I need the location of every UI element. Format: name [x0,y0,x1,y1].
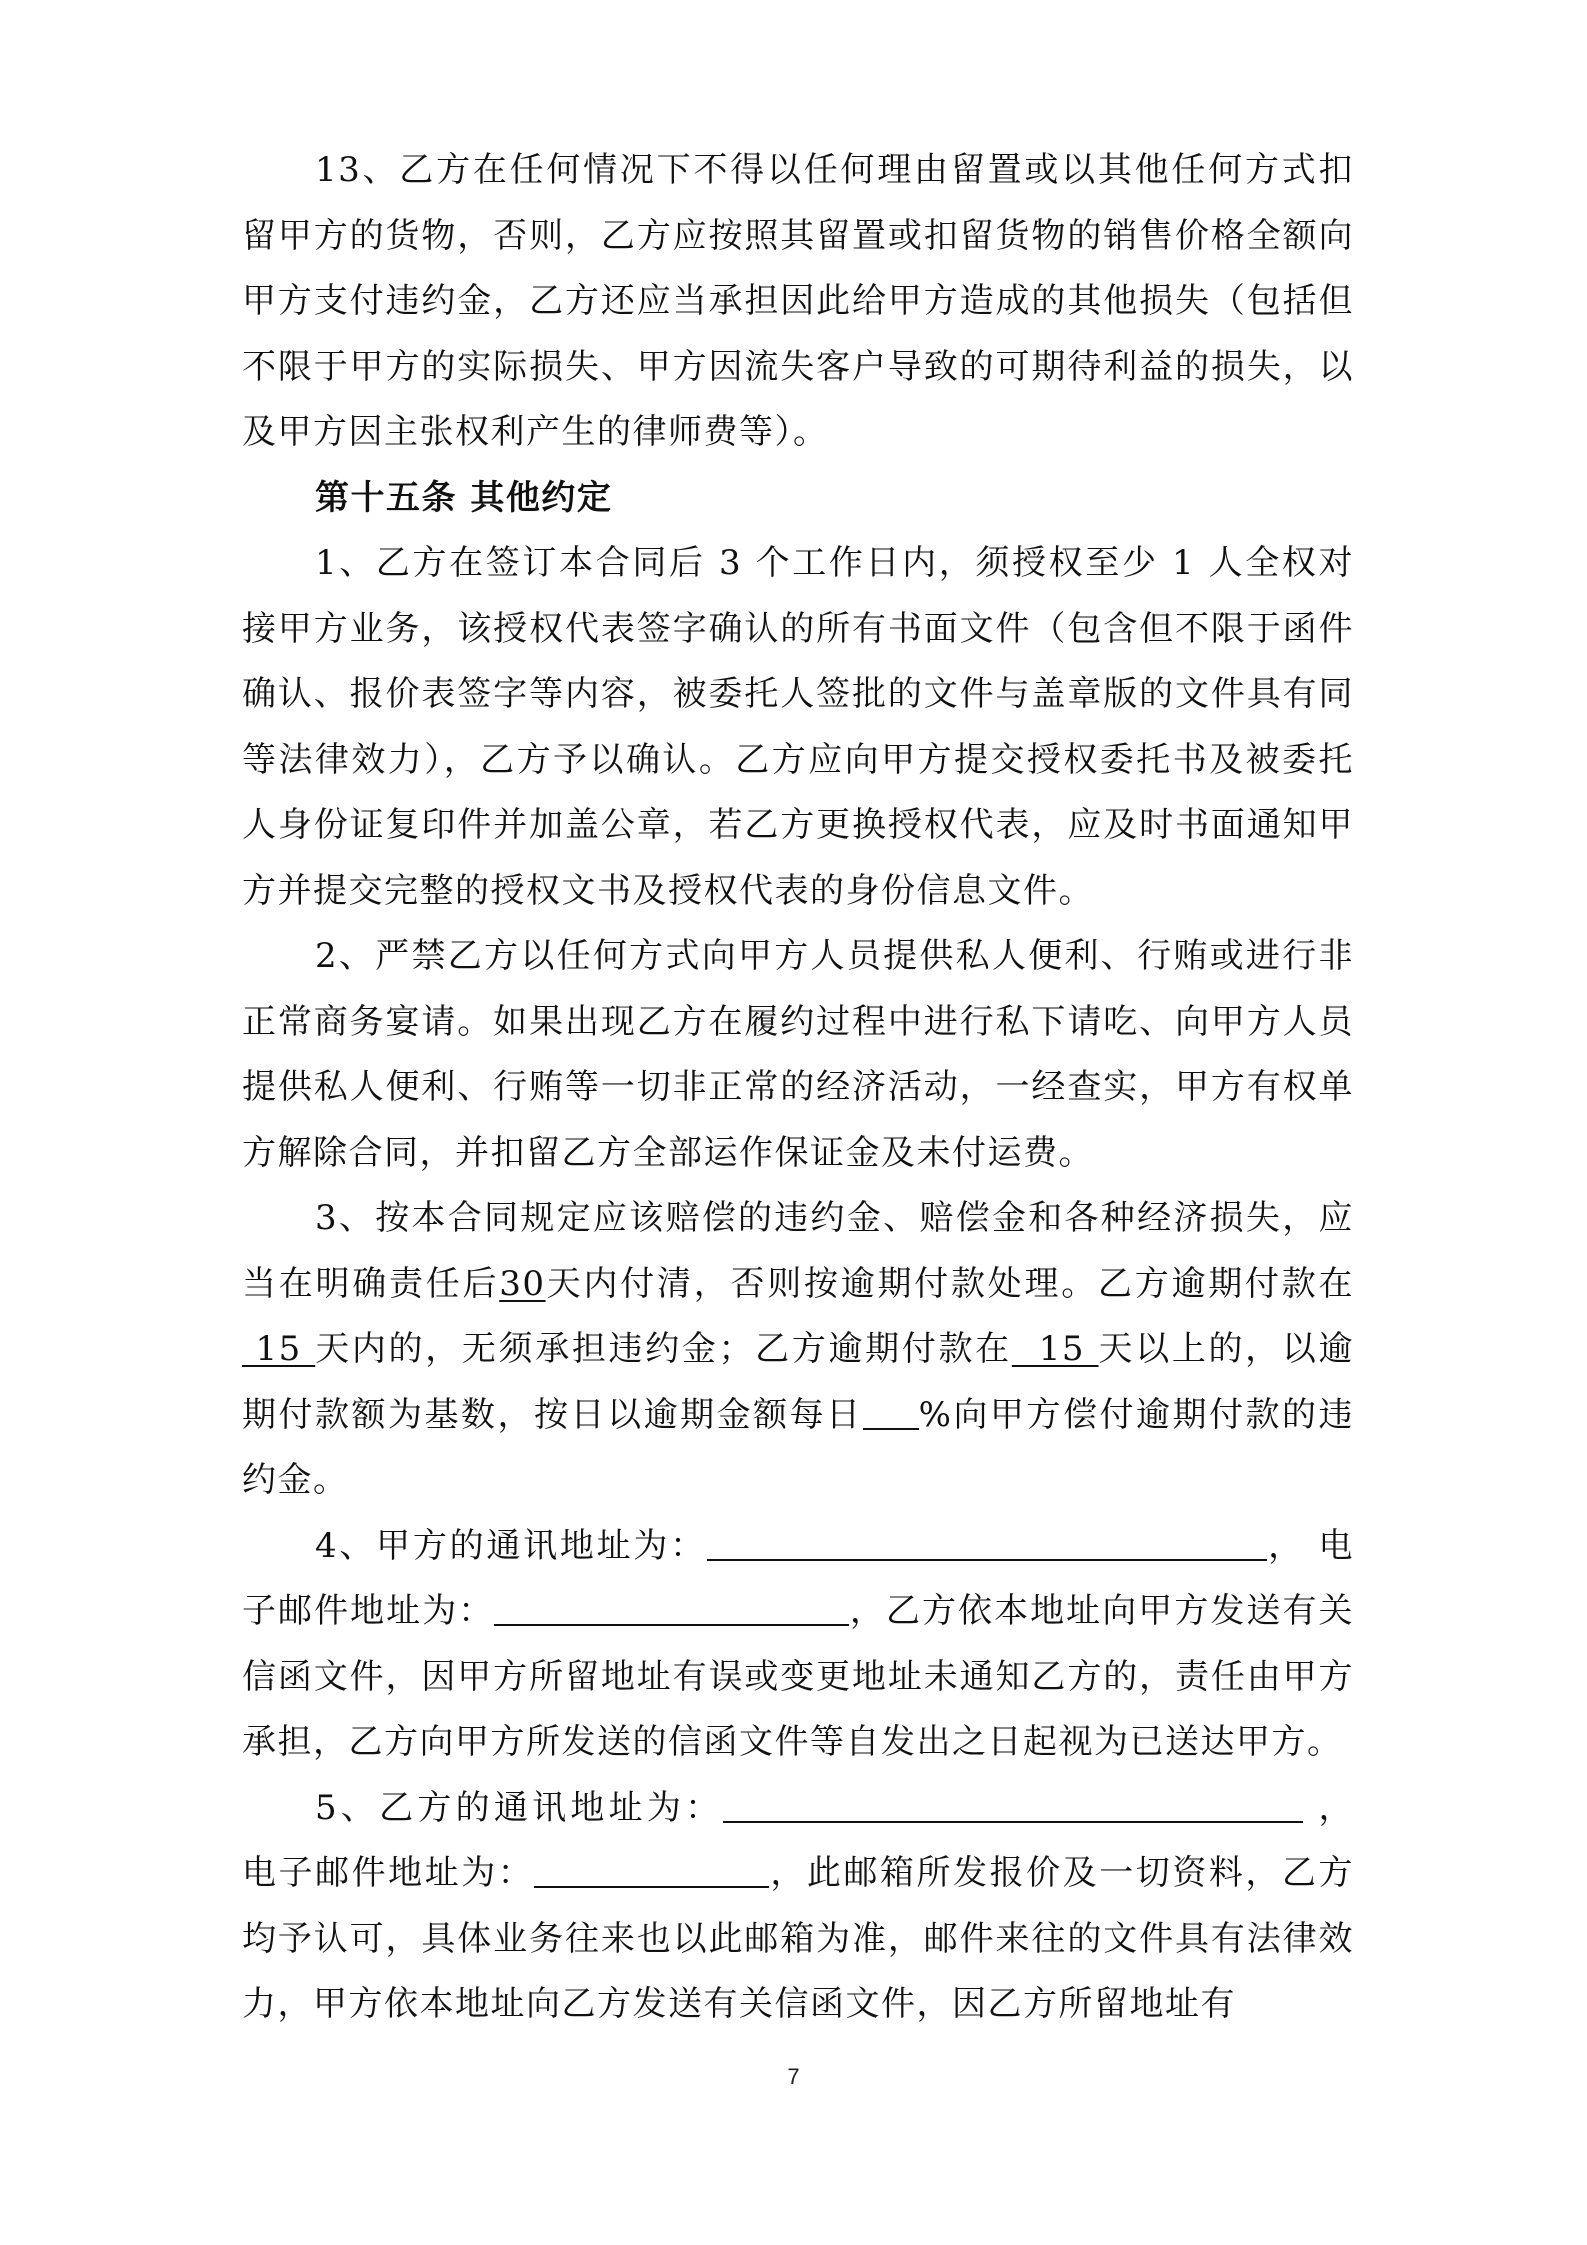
clause-3-text-e: %向甲方偿付逾期付款的违约金。 [242,1394,1355,1500]
clause-3-text-a: 3、按本合同规定应该赔偿的违约金、赔偿金和各种经济损失，应当在明确责任后 [242,1198,1354,1304]
payment-days-value: 30 [499,1263,546,1304]
clause-4-text-b: ， 电子邮件地址为： [242,1525,1354,1631]
clause-1-paragraph: 1、乙方在签订本合同后 3 个工作日内，须授权至少 1 人全权对接甲方业务，该授权代表签字确认的所有书面文件（包含但不限于函件确认、报价表签字等内容，被委托人签批的文件与盖章版的文件具有同等法律效力），乙方予以确认。乙方应向甲方提交授权委托书及被委托人身份证复印件并加盖公章，若乙方更换授权代表，应及时书面通知甲方并提交完整的授权文书及授权代表的身份信息文件。 [242,543,1354,911]
page-number: 7 [787,2064,800,2089]
overdue-days-value-1: 15 [242,1329,316,1369]
party-b-address-blank [723,1787,1303,1823]
document-body [242,138,1354,2038]
clause-5-text-a: 5、乙方的通讯地址为： [315,1787,724,1828]
clause-5-paragraph [242,1776,1354,2038]
overdue-days-value-2: 15 [1011,1329,1099,1369]
party-b-email-blank [534,1852,769,1888]
clause-5-text-c: ，此邮箱所发报价及一切资料，乙方均予认可，具体业务往来也以此邮箱为准，邮件来往的文件具有法律效力，甲方依本地址向乙方发送有关信函文件，因乙方所留地址有 [242,1853,1355,2024]
clause-13-paragraph: 13、乙方在任何情况下不得以任何理由留置或以其他任何方式扣留甲方的货物，否则，乙方应按照其留置或扣留货物的销售价格全额向甲方支付违约金，乙方还应当承担因此给甲方造成的其他损失（包括但不限于甲方的实际损失、甲方因流失客户导致的可期待利益的损失，以及甲方因主张权利产生的律师费等）。 [242,150,1354,452]
clause-3-text-b: 天内付清，否则按逾期付款处理。乙方逾期付款在 [545,1263,1355,1304]
clause-2-paragraph: 2、严禁乙方以任何方式向甲方人员提供私人便利、行贿或进行非正常商务宴请。如果出现乙方在履约过程中进行私下请吃、向甲方人员提供私人便利、行贿等一切非正常的经济活动，一经查实，甲方有权单方解除合同，并扣留乙方全部运作保证金及未付运费。 [242,936,1354,1173]
clause-3-paragraph [242,1186,1354,1514]
clause-4-text-a: 4、甲方的通讯地址为： [315,1525,707,1566]
party-a-email-blank [494,1590,849,1626]
section-title: 第十五条 其他约定 [315,477,613,518]
clause-4-text-c: ，乙方依本地址向甲方发送有关信函文件，因甲方所留地址有误或变更地址未通知乙方的，责任由甲方承担，乙方向甲方所发送的信函文件等自发出之日起视为已送达甲方。 [242,1591,1355,1762]
clause-3-text-d: 天以上的，以逾期付款额为基数，按日以逾期金额每日 [242,1329,1355,1435]
clause-3-text-c: 天内的，无须承担违约金；乙方逾期付款在 [315,1329,1012,1369]
party-a-address-blank [707,1525,1267,1561]
clause-4-paragraph [242,1514,1354,1776]
clause-5-text-b: ， 电子邮件地址为： [242,1787,1354,1893]
penalty-rate-blank [863,1394,919,1430]
